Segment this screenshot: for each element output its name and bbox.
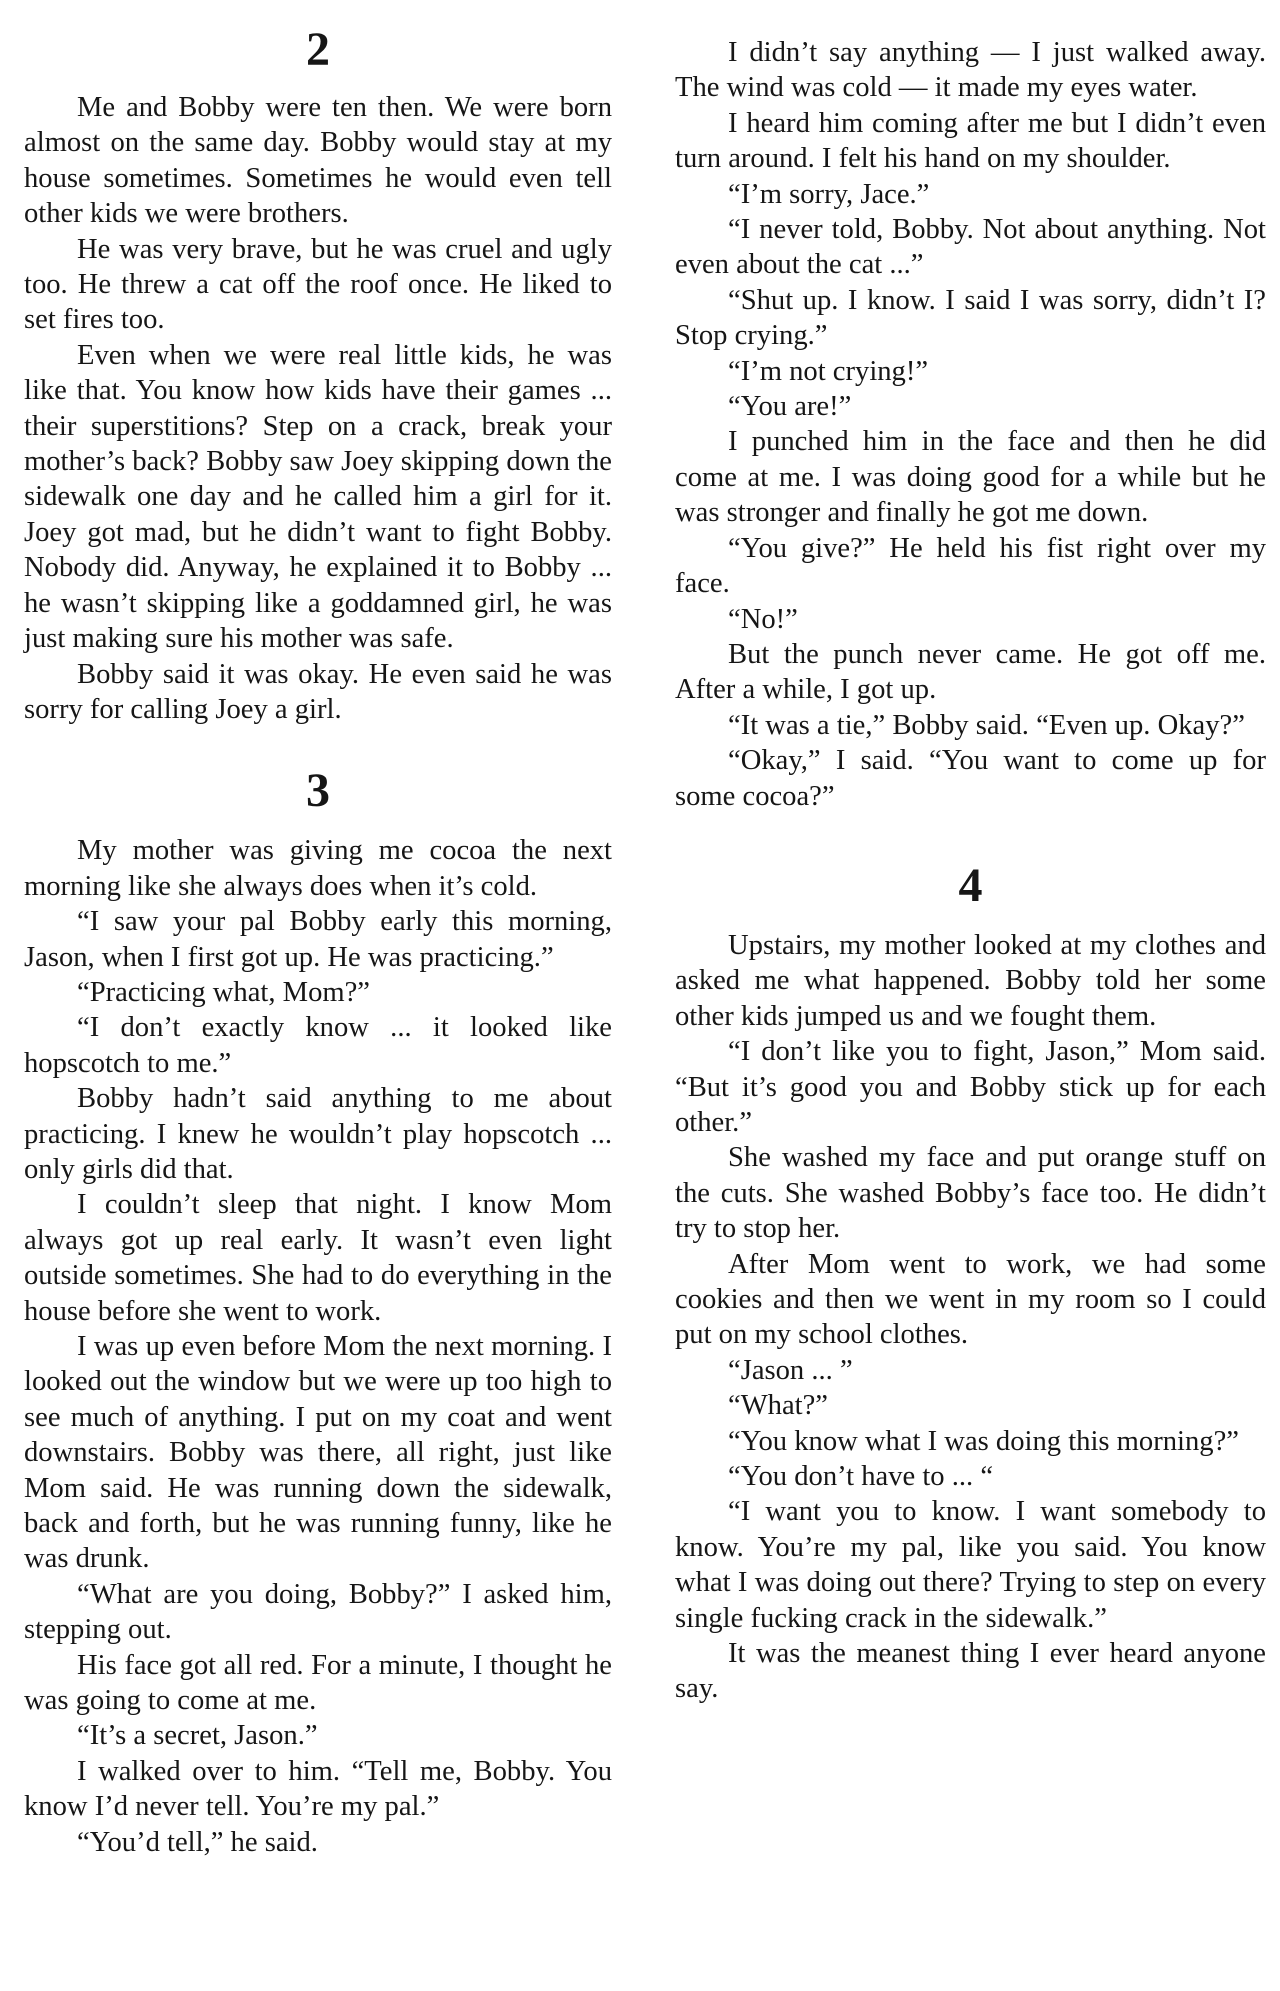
paragraph: “What?” [728, 1390, 828, 1422]
paragraph: Even when we were real little kids, he was like that. You know how kids have their games ... their superstitions? Step on a crack, break your mother’s back? Bobby saw Joey skipping down the sidewalk one day and he called him a girl for it. Joey got mad, but he didn’t want to fight Bobby. Nobody did. Anyway, he explained it to Bobby ... he wasn’t skipping like a goddamned girl, he was just making sure his mother was safe. [24, 339, 612, 655]
paragraph: I punched him in the face and then he did come at me. I was doing good for a while but he was stronger and finally he got me down. [675, 426, 1266, 529]
right-column [675, 0, 1266, 1707]
paragraph: “You are!” [728, 391, 852, 423]
paragraph: His face got all red. For a minute, I thought he was going to come at me. [24, 1649, 612, 1717]
section-4-number: 4 [958, 858, 983, 912]
paragraph: “I don’t like you to fight, Jason,” Mom said. “But it’s good you and Bobby stick up for each other.” [675, 1036, 1266, 1138]
paragraph: “It was a tie,” Bobby said. “Even up. Okay?” [728, 709, 1245, 741]
paragraph: “I saw your pal Bobby early this morning, Jason, when I first got up. He was practicing.” [24, 906, 612, 973]
paragraph: My mother was giving me cocoa the next morning like she always does when it’s cold. [24, 835, 612, 902]
paragraph: But the punch never came. He got off me. After a while, I got up. [675, 638, 1266, 706]
paragraph: “I don’t exactly know ... it looked like hopscotch to me.” [24, 1012, 612, 1079]
paragraph: “It’s a secret, Jason.” [77, 1720, 318, 1752]
left-column [24, 0, 612, 1860]
paragraph: I walked over to him. “Tell me, Bobby. You know I’d never tell. You’re my pal.” [24, 1755, 612, 1823]
paragraph: He was very brave, but he was cruel and ugly too. He threw a cat off the roof once. He liked to set fires too. [24, 233, 612, 336]
paragraph: It was the meanest thing I ever heard anyone say. [675, 1638, 1266, 1705]
paragraph: Bobby said it was okay. He even said he was sorry for calling Joey a girl. [24, 658, 612, 725]
paragraph: “Practicing what, Mom?” [77, 976, 370, 1008]
paragraph: I heard him coming after me but I didn’t even turn around. I felt his hand on my shoulder. [675, 107, 1266, 175]
paragraph: “Okay,” I said. “You want to come up for some cocoa?” [675, 745, 1266, 812]
paragraph: “Shut up. I know. I said I was sorry, didn’t I? Stop crying.” [675, 284, 1266, 352]
paragraph: She washed my face and put orange stuff on the cuts. She washed Bobby’s face too. He didn’t try to stop her. [675, 1142, 1266, 1245]
paragraph: “No!” [728, 603, 798, 635]
paragraph: Bobby hadn’t said anything to me about practicing. I knew he wouldn’t play hopscotch ... only girls did that. [24, 1083, 612, 1185]
paragraph: After Mom went to work, we had some cookies and then we went in my room so I could put on my school clothes. [675, 1248, 1266, 1351]
paragraph: Upstairs, my mother looked at my clothes and asked me what happened. Bobby told her some other kids jumped us and we fought them. [675, 929, 1266, 1032]
section-3-number: 3 [306, 764, 330, 818]
paragraph: I was up even before Mom the next morning. I looked out the window but we were up too high to see much of anything. I put on my coat and went downstairs. Bobby was there, all right, just like Mom said. He was running down the sidewalk, back and forth, but he was running funny, like he was drunk. [24, 1331, 612, 1575]
section-2-number: 2 [306, 23, 330, 76]
paragraph: “You’d tell,” he said. [77, 1826, 318, 1858]
paragraph: “You give?” He held his fist right over my face. [675, 532, 1266, 600]
paragraph: “You don’t have to ... “ [728, 1461, 994, 1493]
paragraph: “Jason ... ” [728, 1354, 853, 1386]
paragraph: I didn’t say anything — I just walked away. The wind was cold — it made my eyes water. [675, 37, 1266, 104]
paragraph: “I’m not crying!” [728, 355, 929, 387]
paragraph: Me and Bobby were ten then. We were born almost on the same day. Bobby would stay at my house sometimes. Sometimes he would even tell other kids we were brothers. [24, 92, 612, 230]
paragraph: “I’m sorry, Jace.” [728, 178, 930, 210]
paragraph: “You know what I was doing this morning?” [728, 1425, 1239, 1457]
paragraph: “I never told, Bobby. Not about anything. Not even about the cat ...” [675, 214, 1266, 281]
paragraph: “What are you doing, Bobby?” I asked him, stepping out. [24, 1578, 612, 1646]
paragraph: “I want you to know. I want somebody to know. You’re my pal, like you said. You know what I was doing out there? Trying to step on every single fucking crack in the sidewalk.” [675, 1496, 1266, 1634]
paragraph: I couldn’t sleep that night. I know Mom always got up real early. It wasn’t even light outside sometimes. She had to do everything in the house before she went to work. [24, 1189, 612, 1327]
